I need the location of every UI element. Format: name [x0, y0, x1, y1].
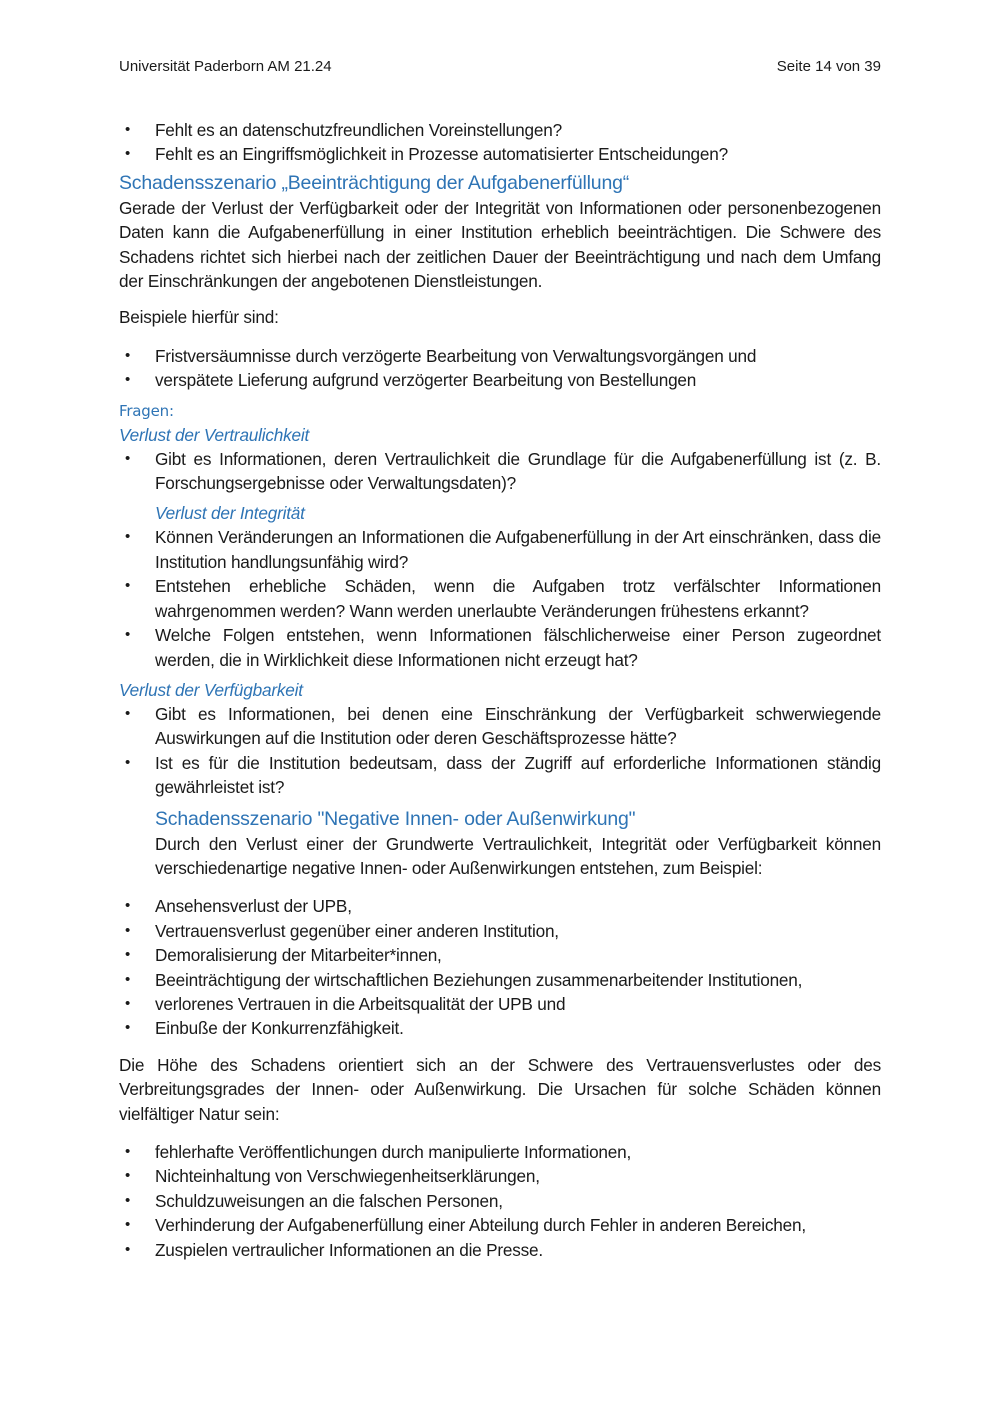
subheading-integritaet: Verlust der Integrität: [155, 503, 305, 524]
effects-list: [119, 894, 881, 1040]
vertraulichkeit-questions: [119, 447, 881, 496]
causes-list: [119, 1140, 881, 1262]
section-heading-aufgabenerfuellung: Schadensszenario „Beeinträchtigung der Aufgabenerfüllung“: [119, 171, 630, 194]
list-item: • Fristversäumnisse durch verzögerte Bearbeitung von Verwaltungsvorgängen und: [119, 344, 881, 368]
list-item: • Gibt es Informationen, deren Vertraulichkeit die Grundlage für die Aufgabenerfüllung ist (z. B. Forschungsergebnisse oder Verwaltungsdaten)?: [119, 447, 881, 496]
list-item: • Vertrauensverlust gegenüber einer anderen Institution,: [119, 919, 881, 943]
integritaet-questions: [119, 525, 881, 671]
list-item: • Zuspielen vertraulicher Informationen an die Presse.: [119, 1238, 881, 1262]
page-content: [119, 118, 881, 1262]
list-item: • Schuldzuweisungen an die falschen Personen,: [119, 1189, 881, 1213]
list-item: • verspätete Lieferung aufgrund verzögerter Bearbeitung von Bestellungen: [119, 368, 881, 392]
examples-list: [119, 344, 881, 393]
questions-label: Fragen:: [119, 401, 174, 420]
subheading-vertraulichkeit: Verlust der Vertraulichkeit: [119, 424, 310, 445]
top-bullet-list: [119, 118, 881, 167]
header-page-number: Seite 14 von 39: [776, 58, 881, 75]
verfuegbarkeit-questions: [119, 702, 881, 800]
list-item: • fehlerhafte Veröffentlichungen durch manipulierte Informationen,: [119, 1140, 881, 1164]
section-intro: Durch den Verlust einer der Grundwerte Vertraulichkeit, Integrität oder Verfügbarkeit können verschiedenartige negative Innen- oder Außenwirkungen entstehen, zum Beispiel:: [155, 833, 881, 878]
subheading-verfuegbarkeit: Verlust der Verfügbarkeit: [119, 679, 303, 700]
list-item: • Entstehen erhebliche Schäden, wenn die Aufgaben trotz verfälschter Informationen wahrgenommen werden? Wann werden unerlaubte Veränderungen frühestens erkannt?: [119, 574, 881, 623]
section-heading-aussenwirkung: Schadensszenario "Negative Innen- oder Außenwirkung": [155, 807, 636, 830]
list-item: • Welche Folgen entstehen, wenn Informationen fälschlicherweise einer Person zugeordnet werden, die in Wirklichkeit diese Informationen nicht erzeugt hat?: [119, 623, 881, 672]
list-item: • Fehlt es an datenschutzfreundlichen Voreinstellungen?: [119, 118, 881, 142]
list-item: • Einbuße der Konkurrenzfähigkeit.: [119, 1016, 881, 1040]
list-item: • Ist es für die Institution bedeutsam, dass der Zugriff auf erforderliche Informationen ständig gewährleistet ist?: [119, 751, 881, 800]
list-item: • Fehlt es an Eingriffsmöglichkeit in Prozesse automatisierter Entscheidungen?: [119, 142, 881, 166]
header-document-id: Universität Paderborn AM 21.24: [119, 58, 332, 75]
list-item: • Ansehensverlust der UPB,: [119, 894, 881, 918]
list-item: • Gibt es Informationen, bei denen eine Einschränkung der Verfügbarkeit schwerwiegende Auswirkungen auf die Institution oder deren Geschäftsprozesse hätte?: [119, 702, 881, 751]
list-item: • Können Veränderungen an Informationen die Aufgabenerfüllung in der Art einschränken, dass die Institution handlungsunfähig wird?: [119, 525, 881, 574]
list-item: • Demoralisierung der Mitarbeiter*innen,: [119, 943, 881, 967]
page-header: [119, 58, 881, 75]
list-item: • Beeinträchtigung der wirtschaftlichen Beziehungen zusammenarbeitender Institutionen,: [119, 968, 881, 992]
section-paragraph: Die Höhe des Schadens orientiert sich an der Schwere des Vertrauensverlustes oder des Verbreitungsgrades der Innen- oder Außenwirkung. Die Ursachen für solche Schäden können vielfältiger Natur sein:: [119, 1054, 881, 1124]
section-paragraph: Gerade der Verlust der Verfügbarkeit oder der Integrität von Informationen oder personenbezogenen Daten kann die Aufgabenerfüllung in einer Institution erheblich beeinträchtigen. Die Schwere des Schadens richtet sich hierbei nach der zeitlichen Dauer der Beeinträchtigung und nach dem Umfang der Einschränkungen der angebotenen Dienstleistungen.: [119, 197, 881, 292]
examples-intro: Beispiele hierfür sind:: [119, 307, 279, 328]
list-item: • Verhinderung der Aufgabenerfüllung einer Abteilung durch Fehler in anderen Bereichen,: [119, 1213, 881, 1237]
list-item: • verlorenes Vertrauen in die Arbeitsqualität der UPB und: [119, 992, 881, 1016]
list-item: • Nichteinhaltung von Verschwiegenheitserklärungen,: [119, 1164, 881, 1188]
